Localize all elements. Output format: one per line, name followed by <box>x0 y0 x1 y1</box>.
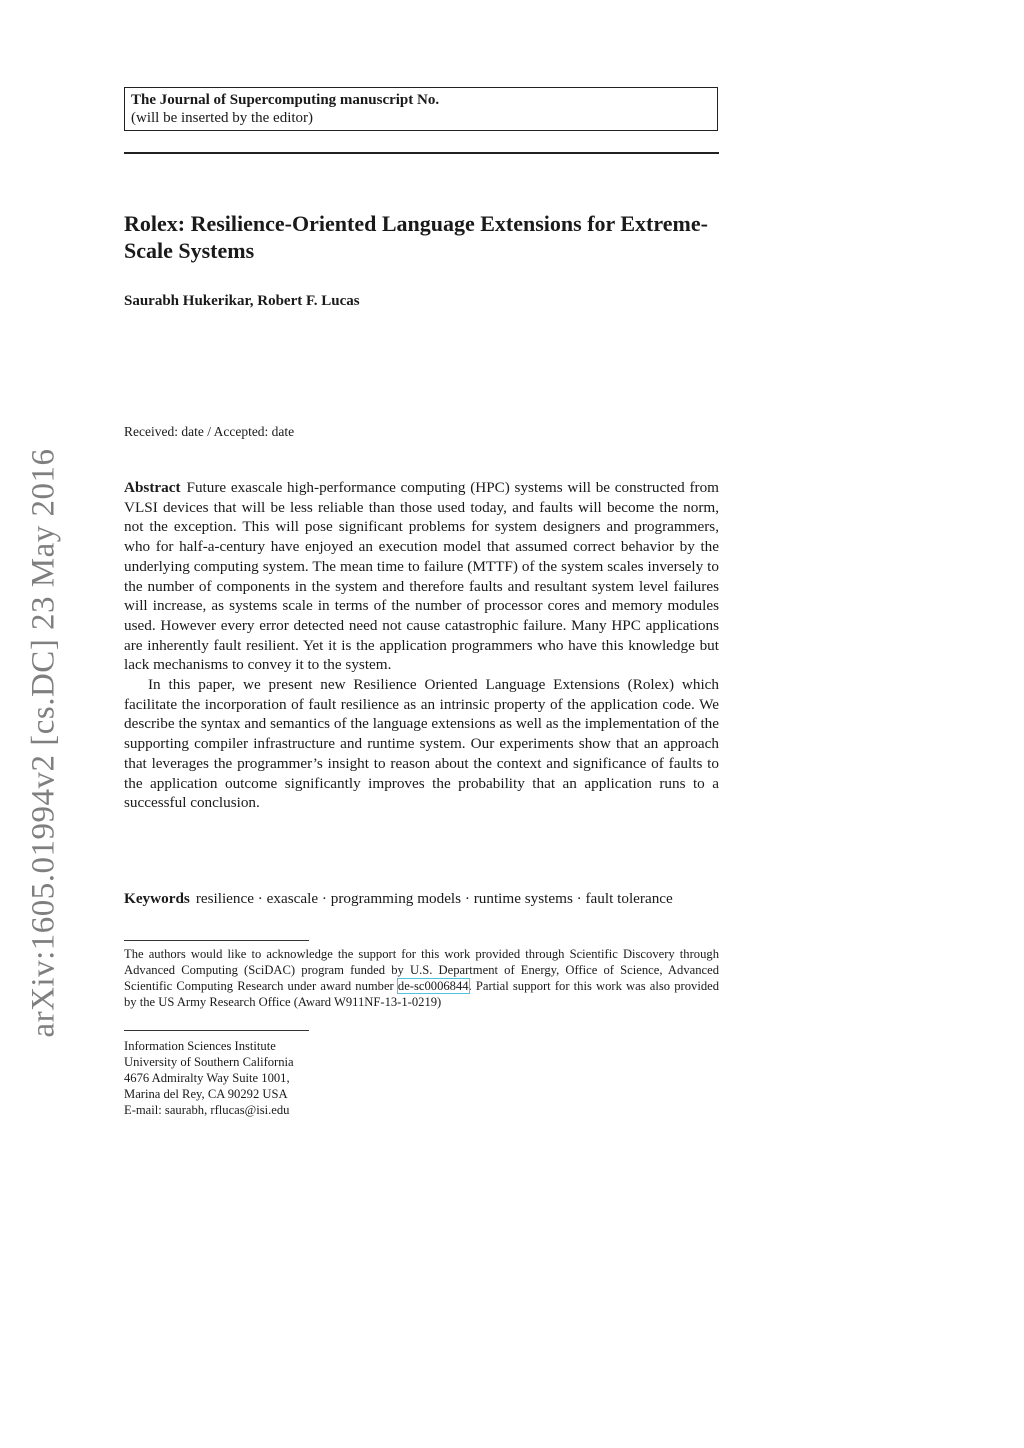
footnote-text-before: The authors would like to acknowledge the support for this work provided through Scientific Discovery through Advanced Computing (SciDAC) program funded by U.S. Department of Energy, Office of Science, Advanced Scientific Computing Research under award number <box>124 947 719 993</box>
author-email: E-mail: saurabh, rflucas@isi.edu <box>124 1103 290 1117</box>
received-accepted-dates: Received: date / Accepted: date <box>124 424 295 439</box>
address-line: University of Southern California <box>124 1055 294 1069</box>
address-line: Marina del Rey, CA 90292 USA <box>124 1087 288 1101</box>
acknowledgement-footnote <box>124 946 719 1010</box>
journal-note: (will be inserted by the editor) <box>131 110 314 126</box>
abstract-text-1: Future exascale high-performance computing (HPC) systems will be constructed from VLSI devices that will be less reliable than those used today, and faults will become the norm, not the exception. This will pose significant problems for system designers and programmers, who for half-a-century have enjoyed an execution model that assumed correct behavior by the underlying computing system. The mean time to failure (MTTF) of the system scales inversely to the number of components in the system and therefore faults and resultant system level failures will increase, as systems scale in terms of the number of processor cores and memory modules used. However every error detected need not cause catastrophic failure. Many HPC applications are inherently fault resilient. Yet it is the application programmers who have this knowledge but lack mechanisms to convey it to the system. <box>124 479 719 674</box>
paper-authors: Saurabh Hukerikar, Robert F. Lucas <box>124 293 360 309</box>
abstract-label: Abstract <box>124 479 181 496</box>
header-rule <box>124 152 719 154</box>
award-number-link[interactable]: de-sc0006844 <box>397 979 469 993</box>
abstract-paragraph-2: In this paper, we present new Resilience Oriented Language Extensions (Rolex) which facilitate the incorporation of fault resilience as an intrinsic property of the application code. We describe the syntax and semantics of the language extensions as well as the implementation of the supporting compiler infrastructure and runtime system. Our experiments show that an approach that leverages the programmer’s insight to reason about the context and significance of faults to the application outcome significantly improves the probability that an application runs to a successful conclusion. <box>124 676 719 812</box>
keywords-text: resilience · exascale · programming models · runtime systems · fault tolerance <box>195 890 673 907</box>
keywords-section <box>124 889 719 909</box>
footnote-rule <box>124 940 309 941</box>
abstract-section <box>124 478 719 813</box>
footnote-text-after: . Partial support for this work was also provided by the US Army Research Office (Award W911NF-13-1-0219) <box>124 979 719 1009</box>
address-rule <box>124 1030 309 1031</box>
arxiv-identifier-stamp: arXiv:1605.01994v2 [cs.DC] 23 May 2016 <box>25 448 62 1038</box>
journal-header-box <box>124 87 718 131</box>
paper-title: Rolex: Resilience-Oriented Language Extensions for Extreme-Scale Systems <box>124 211 708 263</box>
author-address <box>124 1038 294 1118</box>
abstract-paragraph-1 <box>124 478 719 675</box>
address-line: Information Sciences Institute <box>124 1039 276 1053</box>
address-line: 4676 Admiralty Way Suite 1001, <box>124 1071 290 1085</box>
keywords-label: Keywords <box>124 890 190 907</box>
journal-title: The Journal of Supercomputing manuscript No. <box>131 92 440 108</box>
